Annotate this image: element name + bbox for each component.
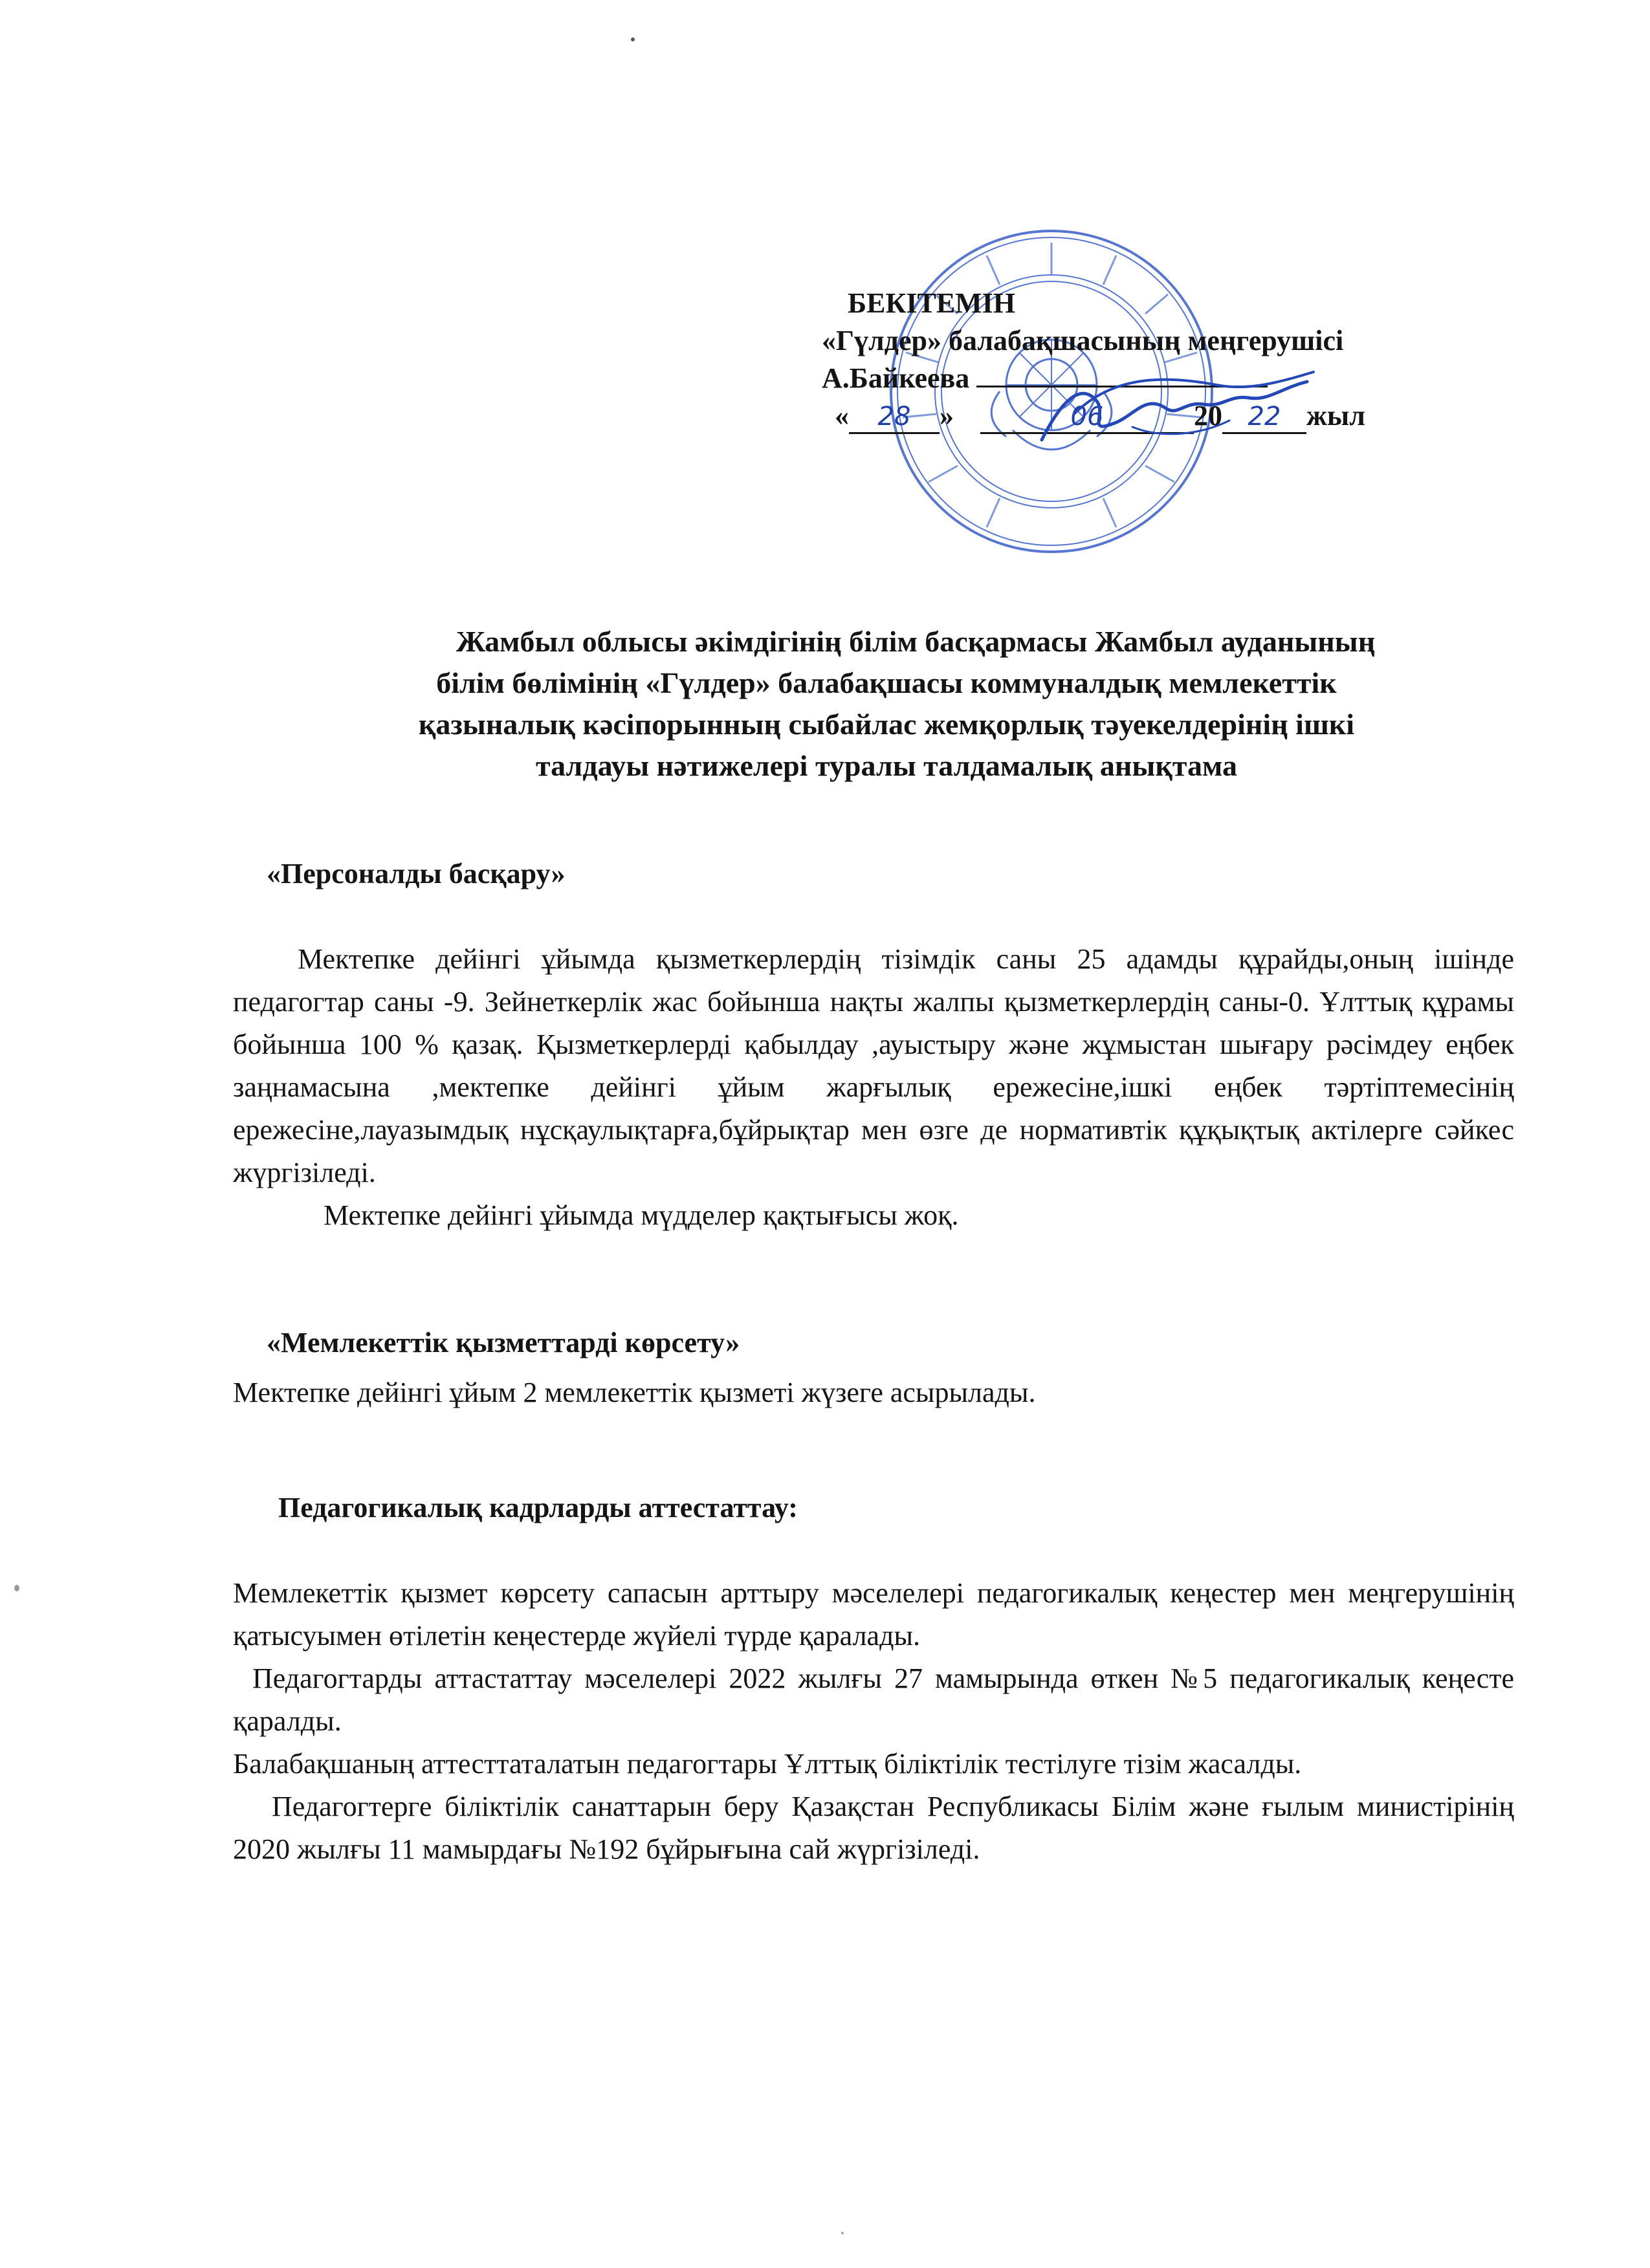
scan-speck: [631, 38, 635, 41]
date-close-quote: »: [940, 400, 954, 431]
paragraph: Мектепке дейінгі ұйымда мүдделер қақтығысы жоқ.: [324, 1199, 959, 1231]
paragraph: Балабақшаның аттесттаталатын педагогтары Ұлттық біліктілік тестілуге тізім жасалды.: [233, 1748, 1302, 1780]
title-line: талдауы нәтижелері туралы талдамалық анықтама: [535, 749, 1238, 782]
date-suffix: жыл: [1306, 400, 1365, 431]
date-open-quote: «: [835, 400, 849, 431]
section-heading-attestation: Педагогикалық кадрларды аттестаттау:: [278, 1492, 798, 1523]
title-line: Жамбыл облысы әкімдігінің білім басқармасы Жамбыл ауданының: [456, 625, 1376, 658]
section-personnel-body: [233, 938, 1514, 1237]
section-public-services-body: [233, 1371, 1514, 1414]
scan-speck: [14, 1585, 19, 1591]
title-line: білім бөлімінің «Гүлдер» балабақшасы коммуналдық мемлекеттік: [436, 666, 1337, 699]
paragraph: Мемлекеттік қызмет көрсету сапасын арттыру мәселелері педагогикалық кеңестер мен меңгерушінің қатысуымен өтілетін кеңестерде жүйелі түрде қаралады.: [233, 1577, 1514, 1652]
paragraph: Педагогтарды аттастаттау мәселелері 2022 жылғы 27 мамырында өткен №5 педагогикалық кеңесте қаралды.: [233, 1663, 1514, 1737]
paragraph: Педагогтерге біліктілік санаттарын беру Қазақстан Республикасы Білім және ғылым министірінің 2020 жылғы 11 мамырдағы №192 бұйрығына сай жүргізіледі.: [233, 1791, 1514, 1865]
approval-name: А.Байкеева: [822, 362, 970, 394]
date-year: 22: [1222, 402, 1306, 434]
date-month: 06: [980, 402, 1194, 434]
section-heading-public-services: «Мемлекеттік қызметтарді көрсету»: [267, 1327, 740, 1358]
document-title: [246, 621, 1527, 787]
paragraph: Мектепке дейінгі ұйымда қызметкерлердің тізімдік саны 25 адамды құрайды,оның ішінде педагогтар саны -9. Зейнеткерлік жас бойынша нақты жалпы қызметкерлердің саны-0. Ұлттық құрамы бойынша 100 % қазақ. Қызметкерлерді қабылдау ,ауыстыру және жұмыстан шығару рәсімдеу еңбек заңнамасына ,мектепке дейінгі ұйым жарғылық ережесіне,ішкі еңбек тәртіптемесінің ережесіне,лауазымдық нұсқаулықтарға,бұйрықтар мен өзге де нормативтік құқықтық актілерге сәйкес жүргізіледі.: [233, 943, 1514, 1188]
date-day: 28: [849, 402, 940, 434]
section-heading-personnel: «Персоналды басқару»: [267, 858, 566, 889]
scan-speck: [841, 2232, 844, 2234]
approval-heading: БЕКІТЕМІН: [848, 287, 1016, 319]
paragraph: Мектепке дейінгі ұйым 2 мемлекеттік қызметі жүзеге асырылады.: [233, 1377, 1036, 1408]
handwritten-signature: [1035, 362, 1320, 466]
date-year-prefix: 20: [1194, 400, 1222, 431]
title-line: қазыналық кәсіпорынның сыбайлас жемқорлық тәуекелдерінің ішкі: [418, 708, 1355, 741]
section-attestation-body: [233, 1572, 1514, 1871]
approval-position: «Гүлдер» балабақшасының меңгерушісі: [822, 325, 1344, 356]
